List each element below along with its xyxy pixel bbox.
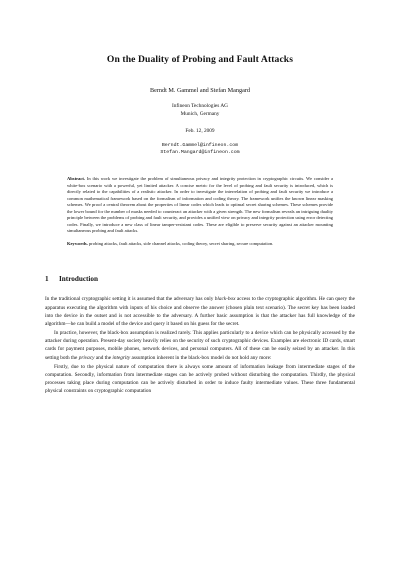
abstract-text: In this work we investigate the problem of simultaneous privacy and integrity protection in cryptographic circuits. We consider a white-box scenario with a powerful, yet limited attacker. A concise metric for the level of probing and fault security is introduced, which is directly related to the capabilities of a realistic attacker. In order to investigate the interrelation of probing and fault security we introduce a common mathematical framework based on the formalism of information and coding theory. The framework unifies the known linear masking schemes. We proof a central theorem about the properties of linear codes which leads to optimal secret sharing schemes. These schemes provide the lower bound for the number of masks needed to counteract an attacker with a given strength. The new formalism reveals an intriguing duality principle between the problems of probing and fault security, and provides a unified view on privacy and integrity protection using error detecting codes. Finally, we introduce a new class of linear tamper-resistant codes. These are eligible to preserve security against an attacker mounting simultaneous probing and fault attacks. bbox=[67, 176, 333, 234]
section-heading bbox=[45, 275, 355, 283]
keywords bbox=[67, 241, 333, 248]
email-list bbox=[45, 143, 355, 157]
paper-page bbox=[0, 54, 400, 572]
paper-date: Feb. 12, 2009 bbox=[185, 128, 215, 135]
section-title: Introduction bbox=[59, 275, 99, 284]
keywords-text: probing attacks, fault attacks, side channel attacks, coding theory, secret sharing, secure computation. bbox=[88, 240, 274, 246]
body-text bbox=[45, 295, 355, 395]
emphasis: integrity bbox=[112, 354, 131, 361]
email-address: Stefan.Mangard@infineon.com bbox=[160, 150, 240, 156]
affiliation bbox=[45, 102, 355, 118]
paragraph bbox=[45, 295, 355, 328]
section-number: 1 bbox=[45, 275, 49, 284]
paper-title: On the Duality of Probing and Fault Attacks bbox=[106, 54, 294, 65]
abstract-label: Abstract. bbox=[67, 176, 86, 181]
keywords-label: Keywords. bbox=[67, 240, 88, 246]
emphasis: black-box bbox=[214, 296, 236, 303]
text-run: In practice, however, the black-box assumption is realized rarely. This applies particularly to a device which can be physically accessed by the attacker during operation. Present-day society heavily relies on the security of such cryptographic devices. Examples are electronic ID cards, smart cards for payment purposes, mobile phones, network devices, and personal computers. All of these can be easily seized by an attacker. In this setting both the bbox=[45, 330, 355, 361]
text-run: and the bbox=[94, 354, 113, 361]
text-run: assumption inherent in the black-box model do not hold any more: bbox=[130, 354, 272, 361]
email-address: Berndt.Gammel@infineon.com bbox=[161, 143, 239, 149]
paragraph bbox=[45, 329, 355, 362]
emphasis: privacy bbox=[78, 354, 95, 361]
author-list: Berndt M. Gammel and Stefan Mangard bbox=[149, 87, 250, 94]
affiliation-line: Infineon Technologies AG bbox=[171, 103, 229, 109]
paragraph: Firstly, due to the physical nature of computation there is always some amount of information leakage from intermediate stages of the computation. Secondly, information from intermediate stages can be actively probed without disturbing the computation. Thirdly, the physical processes taking place during computation can be actively disturbed in order to induce faulty intermediate values. These three fundamental physical constraints on cryptographic computation bbox=[45, 363, 355, 395]
text-run: In the traditional cryptographic setting it is assumed that the adversary has only bbox=[45, 296, 215, 303]
affiliation-line: Munich, Germany bbox=[180, 111, 220, 118]
abstract bbox=[67, 176, 333, 235]
text-run: access to the cryptographic algorithm. He can query the apparatus executing the algorithm with inputs of his choice and observe the answer (chosen plain text scenario). The secret key has been loaded into the device in the outset and is not accessible to the adversary. A further basic assumption is that the attacker has full knowledge of the algorithm—he can build a model of the device and query it based on his guess for the secret. bbox=[45, 296, 355, 327]
